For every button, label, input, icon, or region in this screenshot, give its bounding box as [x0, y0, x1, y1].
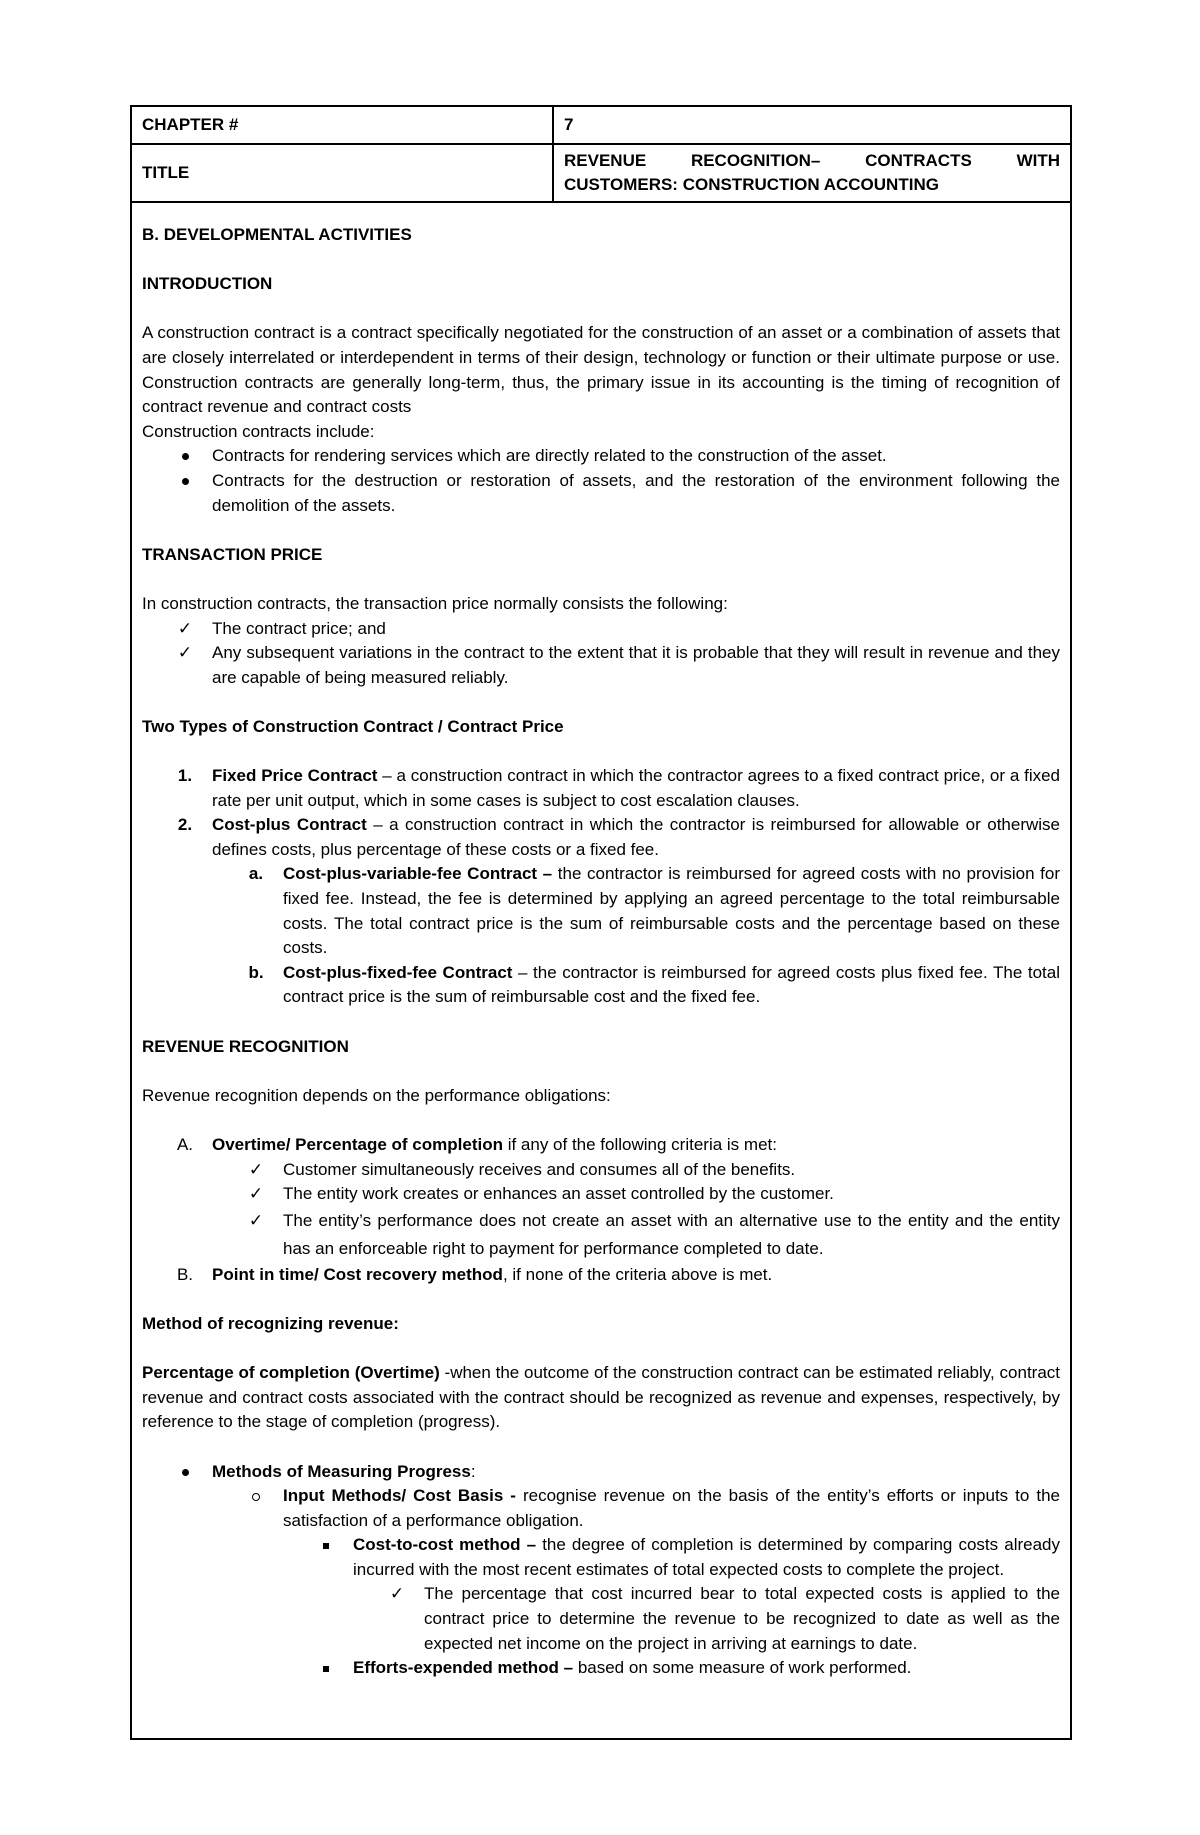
checkmark-icon: ✓	[248, 1184, 264, 1204]
chapter-header-table	[130, 105, 1072, 203]
bullet-icon	[182, 478, 189, 485]
list-item: ✓ The percentage that cost incurred bear to total expected costs is applied to the contract price to determine the revenue to be recognized to date as well as the expected net income on the project in arriving at earnings to date.	[424, 1582, 1060, 1656]
chapter-label: CHAPTER #	[131, 106, 553, 144]
title-line-2: CUSTOMERS: CONSTRUCTION ACCOUNTING	[564, 175, 939, 194]
title-line-1: REVENUE RECOGNITION– CONTRACTS WITH	[564, 151, 1060, 170]
list-item: ✓ The entity work creates or enhances an asset controlled by the customer.	[283, 1182, 1060, 1207]
bullet-icon	[182, 453, 189, 460]
list-item: a. Cost-plus-variable-fee Contract – the contractor is reimbursed for agreed costs with no provision for fixed fee. Instead, the fee is determined by applying an agreed percentage to the total reimbursable costs. The total contract price is the sum of reimbursable costs and the percentage based on these costs.	[248, 864, 1060, 958]
title-label: TITLE	[131, 144, 553, 202]
intro-paragraph: A construction contract is a contract specifically negotiated for the construction of an asset or a combination of assets that are closely interrelated or interdependent in terms of their design, technology or function or their ultimate purpose or use. Construction contracts are generally long-term, thus, the primary issue in its accounting is the timing of recognition of contract revenue and contract costs	[142, 323, 1060, 417]
bullet-icon	[182, 1469, 189, 1476]
list-item: Efforts-expended method – based on some measure of work performed.	[353, 1656, 1060, 1681]
list-item: Input Methods/ Cost Basis - recognise revenue on the basis of the entity’s efforts or inputs to the satisfaction of a performance obligation.	[283, 1484, 1060, 1533]
transaction-heading: TRANSACTION PRICE	[142, 544, 323, 564]
document-page	[130, 105, 1072, 1740]
list-item: 2. Cost-plus Contract – a construction contract in which the contractor is reimbursed for allowable or otherwise defines costs, plus percentage of these costs or a fixed fee.	[177, 815, 1060, 859]
circle-bullet-icon	[252, 1493, 260, 1501]
list-item: Contracts for rendering services which are directly related to the construction of the asset.	[212, 444, 1060, 469]
transaction-lead: In construction contracts, the transaction price normally consists the following:	[142, 593, 728, 613]
checkmark-icon: ✓	[248, 1159, 264, 1179]
content-box	[130, 203, 1072, 1740]
list-item: 1. Fixed Price Contract – a construction contract in which the contractor agrees to a fixed contract price, or a fixed rate per unit output, which in some cases is subject to cost escalation clauses.	[177, 766, 1061, 810]
list-item: Contracts for the destruction or restoration of assets, and the restoration of the environment following the demolition of the assets.	[212, 469, 1060, 518]
list-item: Methods of Measuring Progress:	[212, 1460, 1060, 1485]
square-bullet-icon	[323, 1666, 329, 1672]
list-item: ✓ The entity’s performance does not create an asset with an alternative use to the entity and the entity has an enforceable right to payment for performance completed to date.	[283, 1207, 1060, 1263]
poc-paragraph: Percentage of completion (Overtime) -when the outcome of the construction contract can be estimated reliably, contract revenue and contract costs associated with the contract should be recognized as revenue and expenses, respectively, by reference to the stage of completion (progress).	[142, 1363, 1060, 1432]
checkmark-icon: ✓	[389, 1584, 405, 1604]
list-item: ✓ The contract price; and	[212, 617, 1060, 642]
method-heading: Method of recognizing revenue:	[142, 1313, 399, 1333]
list-item: ✓ Customer simultaneously receives and consumes all of the benefits.	[283, 1158, 1060, 1183]
intro-include-lead: Construction contracts include:	[142, 421, 375, 441]
list-item: ✓ Any subsequent variations in the contract to the extent that it is probable that they will result in revenue and they are capable of being measured reliably.	[212, 641, 1060, 690]
types-heading: Two Types of Construction Contract / Contract Price	[142, 716, 564, 736]
list-item: b. Cost-plus-fixed-fee Contract – the contractor is reimbursed for agreed costs plus fixed fee. The total contract price is the sum of reimbursable cost and the fixed fee.	[248, 962, 1060, 1007]
intro-heading: INTRODUCTION	[142, 274, 273, 294]
revenue-lead: Revenue recognition depends on the performance obligations:	[142, 1085, 611, 1105]
list-item: B. Point in time/ Cost recovery method, if none of the criteria above is met.	[176, 1264, 773, 1284]
checkmark-icon: ✓	[177, 643, 193, 663]
square-bullet-icon	[323, 1543, 329, 1549]
revenue-heading: REVENUE RECOGNITION	[142, 1036, 349, 1056]
checkmark-icon: ✓	[177, 618, 193, 638]
section-heading: B. DEVELOPMENTAL ACTIVITIES	[142, 225, 412, 244]
chapter-value: 7	[553, 106, 1071, 144]
list-item: A. Overtime/ Percentage of completion if any of the following criteria is met:	[176, 1134, 777, 1154]
list-item: Cost-to-cost method – the degree of completion is determined by comparing costs already incurred with the most recent estimates of total expected costs to complete the project.	[353, 1533, 1060, 1582]
checkmark-icon: ✓	[248, 1210, 264, 1230]
title-value	[553, 144, 1071, 202]
